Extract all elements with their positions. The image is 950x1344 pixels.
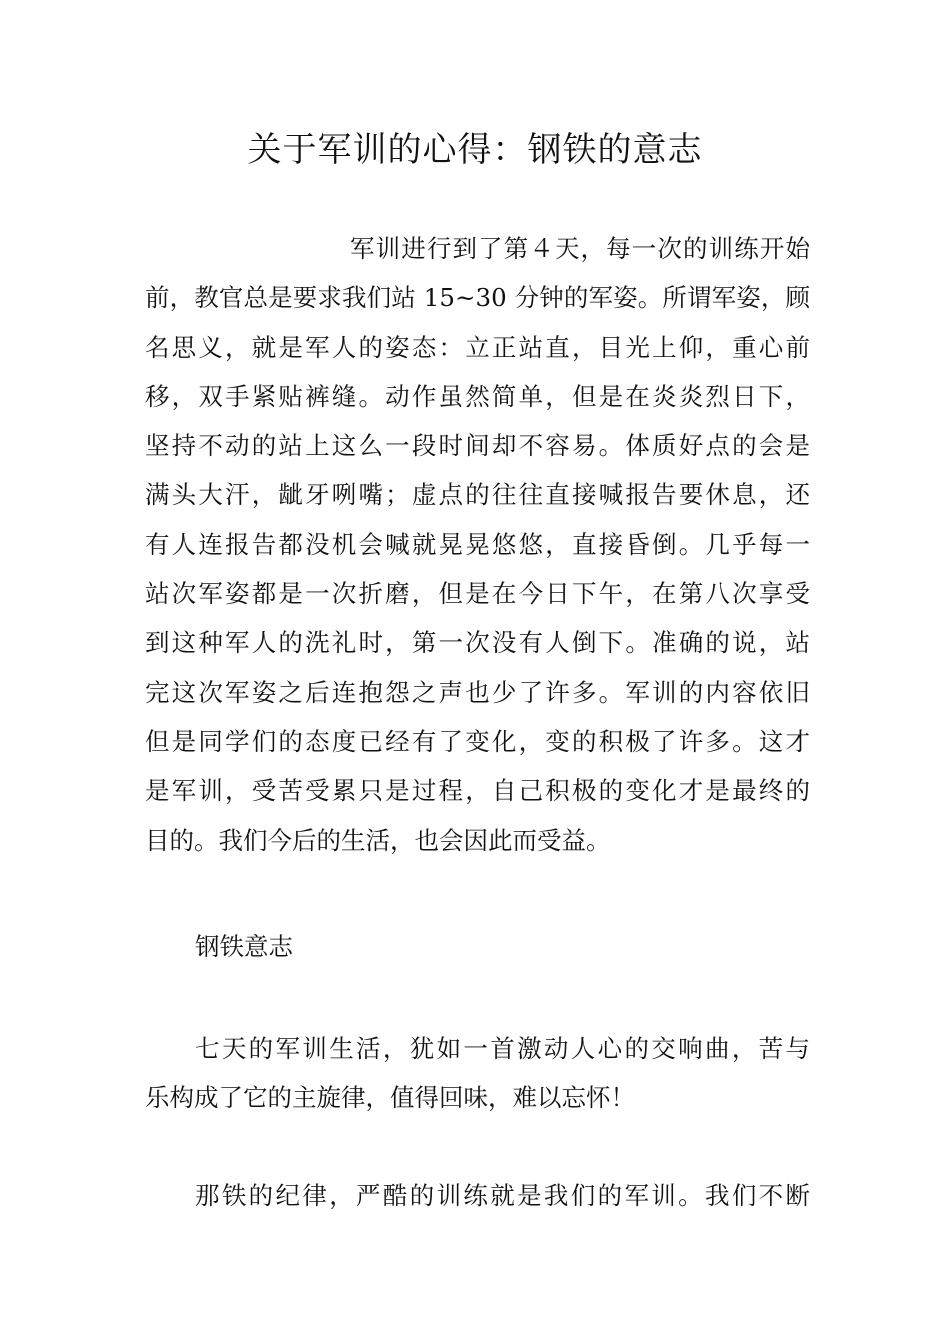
paragraph-line: 到这种军人的洗礼时，第一次没有人倒下。准确的说，站 — [145, 628, 810, 658]
paragraph-line: 完这次军姿之后连抱怨之声也少了许多。军训的内容依旧 — [145, 677, 810, 707]
paragraph-line: 军训进行到了第４天，每一次的训练开始 — [350, 234, 810, 263]
paragraph-line: 移，双手紧贴裤缝。动作虽然简单，但是在炎炎烈日下， — [145, 381, 810, 411]
paragraph-3 — [145, 1171, 810, 1220]
paragraph-2 — [145, 1024, 810, 1123]
paragraph-line: 有人连报告都没机会喊就晃晃悠悠，直接昏倒。几乎每一 — [145, 529, 810, 559]
paragraph-line: 是军训，受苦受累只是过程，自己积极的变化才是最终的 — [145, 776, 810, 806]
section-heading: 钢铁意志 — [195, 932, 293, 961]
paragraph-line: 满头大汗，龇牙咧嘴；虚点的往往直接喊报告要休息，还 — [145, 480, 810, 510]
paragraph-line: 那铁的纪律，严酷的训练就是我们的军训。我们不断 — [195, 1181, 810, 1210]
paragraph-1 — [145, 224, 810, 865]
paragraph-line: 七天的军训生活，犹如一首激动人心的交响曲，苦与 — [195, 1034, 810, 1063]
paragraph-line: 目的。我们今后的生活，也会因此而受益。 — [145, 825, 611, 855]
paragraph-line: 名思义，就是军人的姿态：立正站直，目光上仰，重心前 — [145, 332, 810, 362]
paragraph-line: 坚持不动的站上这么一段时间却不容易。体质好点的会是 — [145, 431, 810, 461]
paragraph-line: 前，教官总是要求我们站 15~30 分钟的军姿。所谓军姿，顾 — [145, 283, 810, 313]
document-title: 关于军训的心得：钢铁的意志 — [247, 130, 703, 170]
paragraph-line: 但是同学们的态度已经有了变化，变的积极了许多。这才 — [145, 726, 810, 756]
paragraph-line: 站次军姿都是一次折磨，但是在今日下午，在第八次享受 — [145, 579, 810, 609]
paragraph-line: 乐构成了它的主旋律，值得回味，难以忘怀！ — [145, 1083, 635, 1113]
